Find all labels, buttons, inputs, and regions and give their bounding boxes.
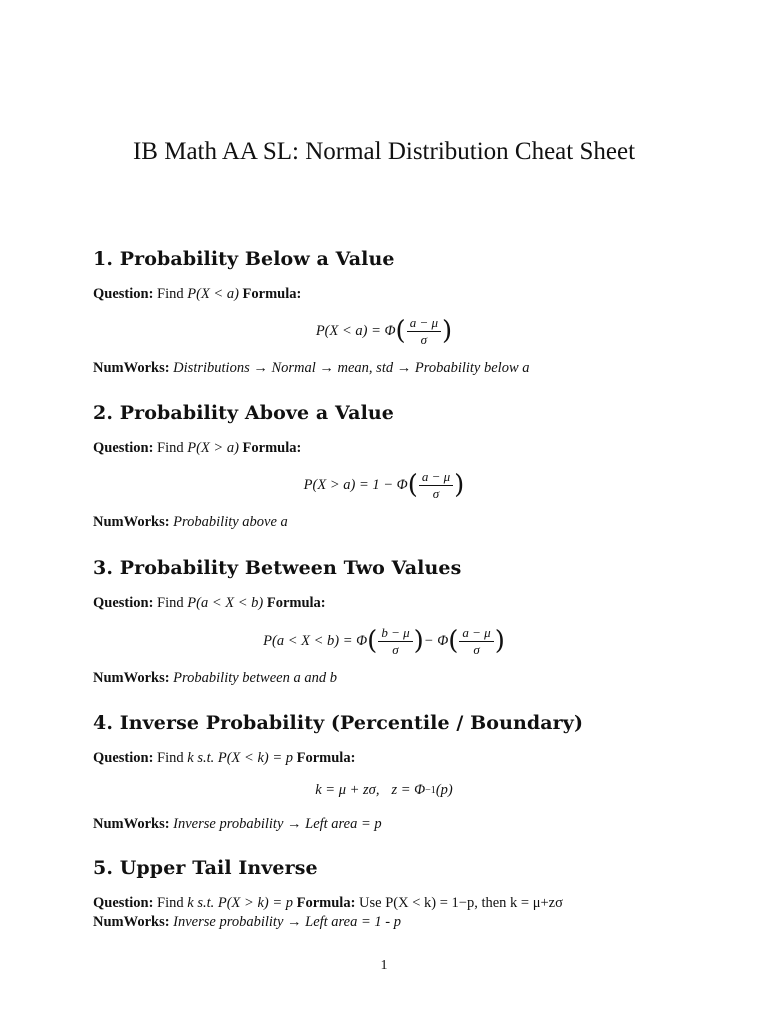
question-expression: P(X < a) bbox=[187, 286, 239, 302]
fraction-numerator: a − μ bbox=[419, 470, 453, 486]
section-1-formula: P(X < a) = Φ ( $\frac{a - \mu}{\sigma}$ ) bbox=[315, 315, 453, 347]
question-label: Question: bbox=[93, 286, 154, 302]
formula-z: z = Φ bbox=[391, 782, 426, 798]
section-2-question bbox=[93, 440, 301, 457]
numworks-steps: Distributions → Normal → mean, std → Probability below a bbox=[173, 360, 530, 376]
section-3-numworks bbox=[93, 670, 337, 687]
section-4-formula bbox=[0, 782, 768, 799]
formula-label: Formula: bbox=[242, 440, 302, 456]
section-1-numworks bbox=[93, 360, 530, 377]
section-4-numworks bbox=[93, 816, 382, 833]
section-2-numworks bbox=[93, 514, 288, 531]
formula-label: Formula: bbox=[242, 286, 302, 302]
numworks-steps: Inverse probability → Left area = p bbox=[173, 816, 382, 832]
page-number: 1 bbox=[380, 958, 388, 973]
section-2-formula: P(X > a) = 1 − Φ ( $\frac{a - \mu}{\sigma}$ ) bbox=[303, 469, 465, 501]
formula-argument: (p) bbox=[435, 782, 453, 798]
formula-superscript: −1 bbox=[425, 785, 436, 796]
formula-k: k = μ + zσ, bbox=[315, 782, 380, 798]
fraction bbox=[459, 626, 493, 656]
formula-minus: − Φ bbox=[423, 632, 449, 649]
formula-label: Formula: bbox=[296, 895, 356, 911]
numworks-label: NumWorks: bbox=[93, 360, 170, 376]
question-expression: k s.t. P(X > k) = p bbox=[187, 895, 293, 911]
fraction-denominator: σ bbox=[420, 331, 428, 347]
numworks-steps: Inverse probability → Left area = 1 - p bbox=[173, 914, 401, 930]
fraction-numerator: a − μ bbox=[407, 316, 441, 332]
question-expression: P(X > a) bbox=[187, 440, 239, 456]
question-expression: P(a < X < b) bbox=[187, 595, 264, 611]
question-label: Question: bbox=[93, 750, 154, 766]
find-word: Find bbox=[157, 895, 184, 911]
numworks-steps: Probability above a bbox=[173, 514, 288, 530]
section-3-formula: P(a < X < b) = Φ ( $\frac{b - \mu}{\sigma}$ ) − Φ ( $\frac{a - \mu}{\sigma}$ ) bbox=[263, 625, 505, 657]
numworks-label: NumWorks: bbox=[93, 670, 170, 686]
numworks-label: NumWorks: bbox=[93, 816, 170, 832]
page-title: IB Math AA SL: Normal Distribution Cheat Sheet bbox=[132, 138, 636, 165]
section-2-heading: 2. Probability Above a Value bbox=[93, 402, 394, 424]
question-label: Question: bbox=[93, 895, 154, 911]
section-5-heading: 5. Upper Tail Inverse bbox=[93, 857, 318, 879]
numworks-label: NumWorks: bbox=[93, 914, 170, 930]
find-word: Find bbox=[157, 440, 184, 456]
fraction-denominator: σ bbox=[432, 485, 440, 501]
find-word: Find bbox=[157, 595, 184, 611]
formula-label: Formula: bbox=[266, 595, 326, 611]
numworks-label: NumWorks: bbox=[93, 514, 170, 530]
fraction bbox=[378, 626, 412, 656]
fraction-denominator: σ bbox=[473, 641, 480, 657]
formula-lhs: P(X < a) = Φ bbox=[315, 322, 396, 339]
section-3-heading: 3. Probability Between Two Values bbox=[93, 557, 462, 579]
section-1-heading: 1. Probability Below a Value bbox=[93, 248, 395, 270]
find-word: Find bbox=[157, 286, 184, 302]
fraction-denominator: σ bbox=[392, 641, 399, 657]
numworks-steps: Probability between a and b bbox=[173, 670, 337, 686]
find-word: Find bbox=[157, 750, 184, 766]
formula-label: Formula: bbox=[296, 750, 356, 766]
formula-inline: Use P(X < k) = 1−p, then k = μ+zσ bbox=[359, 895, 563, 911]
section-1-question bbox=[93, 286, 301, 303]
fraction bbox=[419, 470, 453, 500]
section-4-heading: 4. Inverse Probability (Percentile / Boundary) bbox=[93, 712, 584, 734]
fraction-numerator: a − μ bbox=[459, 626, 493, 642]
fraction bbox=[407, 316, 441, 346]
fraction-numerator: b − μ bbox=[378, 626, 412, 642]
question-expression: k s.t. P(X < k) = p bbox=[187, 750, 293, 766]
formula-lhs: P(X > a) = 1 − Φ bbox=[303, 476, 408, 493]
section-5-numworks bbox=[93, 914, 401, 931]
section-4-question bbox=[93, 750, 355, 767]
question-label: Question: bbox=[93, 440, 154, 456]
formula-lhs: P(a < X < b) = Φ bbox=[263, 632, 368, 649]
section-3-question bbox=[93, 595, 326, 612]
question-label: Question: bbox=[93, 595, 154, 611]
section-5-question bbox=[93, 895, 563, 912]
